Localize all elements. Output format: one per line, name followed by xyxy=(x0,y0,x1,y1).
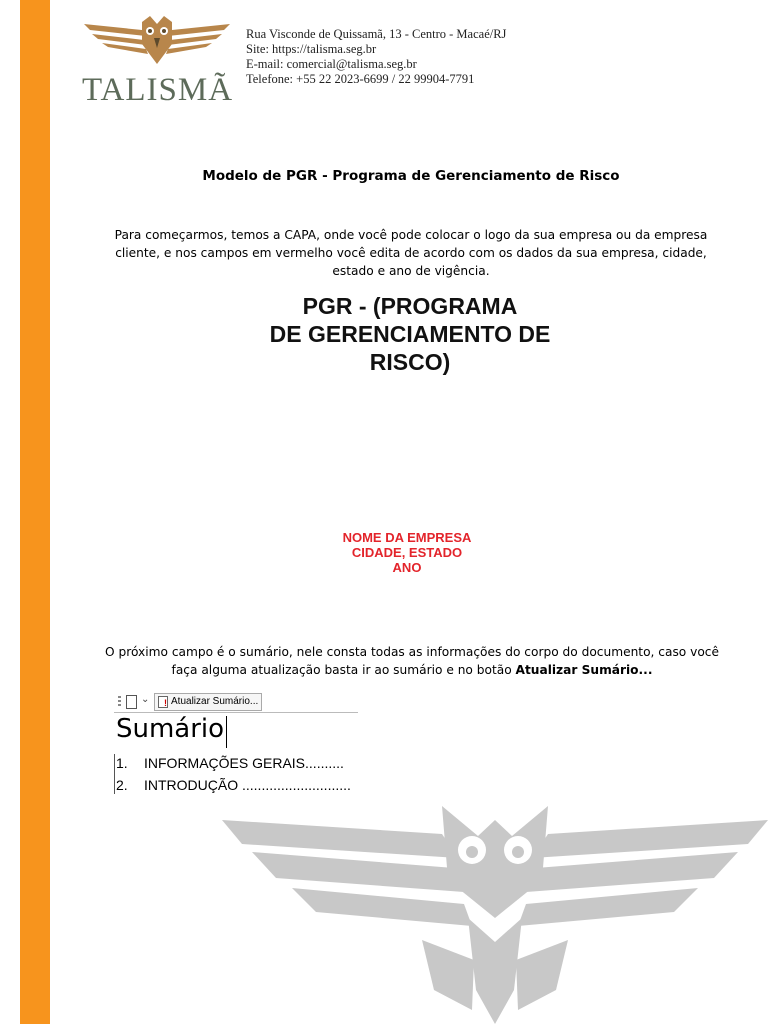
cover-heading xyxy=(230,292,590,376)
site-line: Site: https://talisma.seg.br xyxy=(246,42,377,56)
phone-line: Telefone: +55 22 2023-6699 / 22 99904-7791 xyxy=(246,72,475,86)
company-logo xyxy=(82,14,234,108)
cover-heading-line: DE GERENCIAMENTO DE xyxy=(269,321,551,347)
email-line: E-mail: comercial@talisma.seg.br xyxy=(246,57,417,71)
update-icon xyxy=(158,696,168,708)
city-state: CIDADE, ESTADO xyxy=(351,545,463,560)
update-summary-button[interactable] xyxy=(154,693,262,711)
left-accent-bar xyxy=(20,0,50,1024)
grip-icon[interactable] xyxy=(118,696,121,708)
summary-note-bold: Atualizar Sumário... xyxy=(515,663,653,677)
toc-item[interactable] xyxy=(116,755,344,771)
summary-note-text: O próximo campo é o sumário, nele consta todas as informações do corpo do documento, caso você faça alguma atualização basta ir ao sumário e no botão xyxy=(105,645,719,677)
document-title: Modelo de PGR - Programa de Gerenciamento de Risco xyxy=(202,168,620,184)
toc-item-number: 2. xyxy=(116,777,128,793)
cover-heading-line: PGR - (PROGRAMA xyxy=(302,293,518,319)
chevron-down-icon[interactable]: ⌄ xyxy=(141,694,150,705)
update-summary-label: Atualizar Sumário... xyxy=(171,696,259,707)
company-name: NOME DA EMPRESA xyxy=(342,530,472,545)
toc-toolbar xyxy=(114,692,358,713)
toc-border xyxy=(114,754,115,794)
company-placeholder xyxy=(320,530,494,575)
toc-item[interactable] xyxy=(116,777,351,793)
toc-item-number: 1. xyxy=(116,755,128,771)
owl-watermark-icon xyxy=(222,800,768,1024)
contact-info xyxy=(246,27,506,87)
summary-note xyxy=(104,643,720,679)
address-line: Rua Visconde de Quissamã, 13 - Centro - Macaé/RJ xyxy=(246,27,507,41)
toc-title: Sumário xyxy=(116,714,225,744)
document-icon[interactable] xyxy=(126,695,137,709)
toc-item-label: INFORMAÇÕES GERAIS.......... xyxy=(144,755,344,771)
text-cursor xyxy=(226,716,227,748)
owl-logo-icon xyxy=(82,14,232,76)
year: ANO xyxy=(392,560,422,575)
logo-text: TALISMÃ xyxy=(82,72,234,108)
toc-item-label: INTRODUÇÃO ............................ xyxy=(144,777,351,793)
cover-heading-line: RISCO) xyxy=(369,349,451,375)
intro-paragraph: Para começarmos, temos a CAPA, onde você pode colocar o logo da sua empresa ou da empresa cliente, e nos campos em vermelho você edita de acordo com os dados da sua empresa, cidade, estado e ano de vigência. xyxy=(114,228,708,278)
